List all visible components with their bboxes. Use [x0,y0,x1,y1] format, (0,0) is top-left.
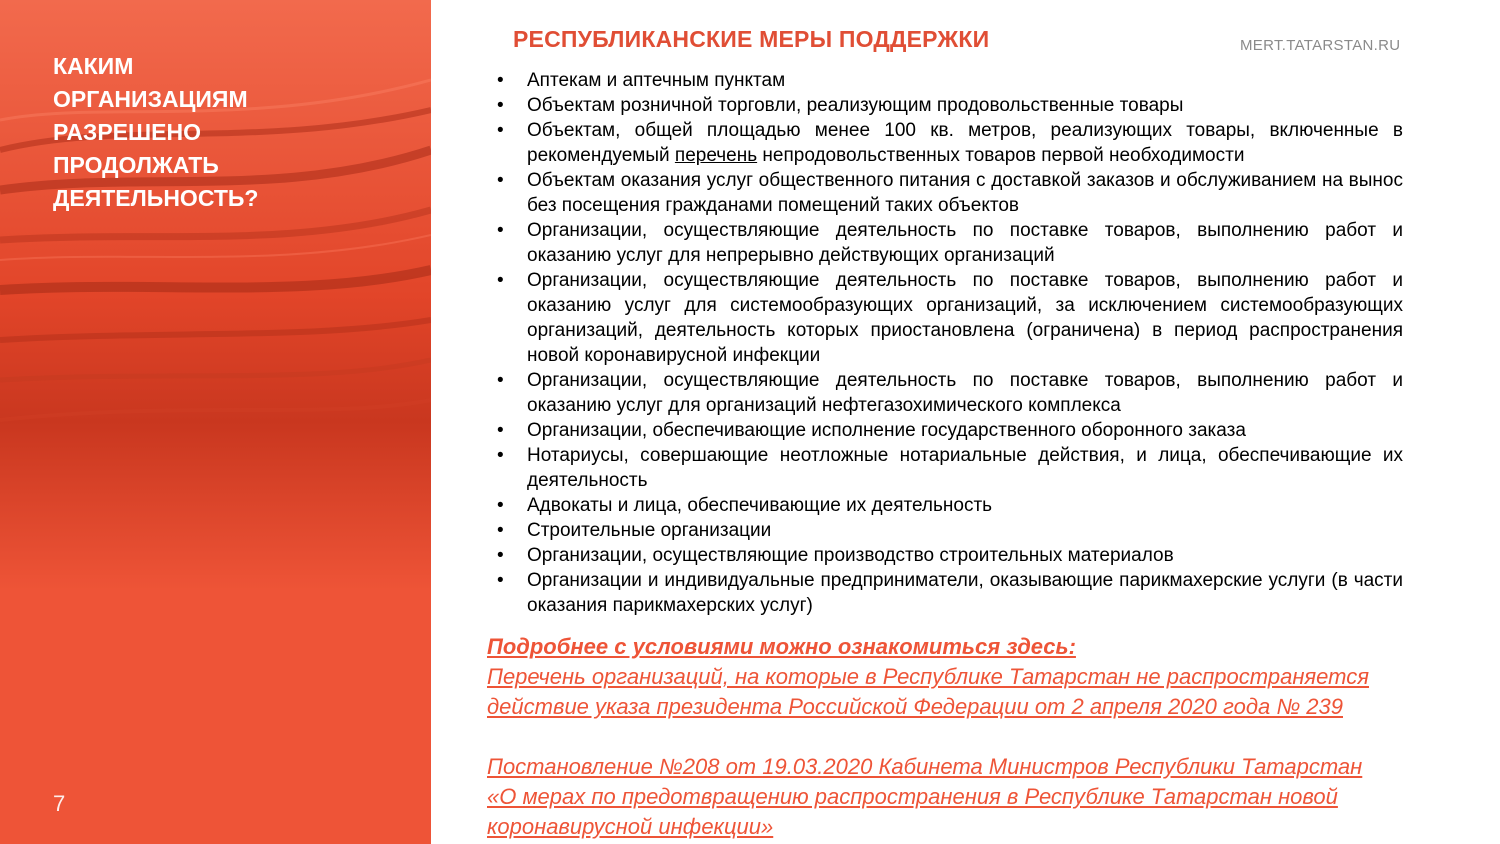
sidebar-question-line: КАКИМ [53,53,134,79]
sidebar-question [53,50,413,215]
list-item: • Организации, осуществляющие производство строительных материалов [497,543,1403,568]
resolution-link-line[interactable]: «О мерах по предотвращению распространения в Республике Татарстан новой [487,784,1338,809]
spacer [487,722,1497,752]
sidebar-question-line: ПРОДОЛЖАТЬ [53,152,219,178]
list-item: • Организации и индивидуальные предприниматели, оказывающие парикмахерские услуги (в части оказания парикмахерских услуг) [497,568,1403,618]
list-item-text: непродовольственных товаров первой необходимости [757,145,1245,166]
sidebar-question-line: РАЗРЕШЕНО [53,119,201,145]
list-item: • Организации, осуществляющие деятельность по поставке товаров, выполнению работ и оказанию услуг для непрерывно действующих организаций [497,218,1403,268]
list-item: • Строительные организации [497,518,1403,543]
links-section [487,632,1497,842]
list-item: • Объектам оказания услуг общественного питания с доставкой заказов и обслуживанием на вынос без посещения гражданами помещений таких объектов [497,168,1403,218]
left-panel [0,0,431,844]
list-item: • Организации, осуществляющие деятельность по поставке товаров, выполнению работ и оказанию услуг для системообразующих организаций, за исключением системообразующих организаций, деятельность которых приостановлена (ограничена) в период распространения новой коронавирусной инфекции [497,268,1403,368]
list-item: • Объектам розничной торговли, реализующим продовольственные товары [497,93,1403,118]
slide-title: РЕСПУБЛИКАНСКИЕ МЕРЫ ПОДДЕРЖКИ [513,26,990,52]
decree-link-line[interactable]: действие указа президента Российской Федерации от 2 апреля 2020 года № 239 [487,694,1343,719]
list-item [497,118,1403,168]
list-item: • Организации, обеспечивающие исполнение государственного оборонного заказа [497,418,1403,443]
site-url: MERT.TATARSTAN.RU [1240,37,1401,54]
list-item: • Адвокаты и лица, обеспечивающие их деятельность [497,493,1403,518]
resolution-link-line[interactable]: коронавирусной инфекции» [487,814,774,839]
goods-list-link[interactable]: перечень [674,145,758,166]
list-item: • Организации, осуществляющие деятельность по поставке товаров, выполнению работ и оказанию услуг для организаций нефтегазохимического комплекса [497,368,1403,418]
list-item: • Аптекам и аптечным пунктам [497,68,1403,93]
list-item-text: Объектам, общей площадью менее 100 кв. метров, реализующих товары, включенные в рекомендуемый [527,120,1403,166]
list-item: • Нотариусы, совершающие неотложные нотариальные действия, и лица, обеспечивающие их деятельность [497,443,1403,493]
resolution-link-line[interactable]: Постановление №208 от 19.03.2020 Кабинета Министров Республики Татарстан [487,754,1363,779]
details-heading-link[interactable]: Подробнее с условиями можно ознакомиться здесь: [487,634,1076,659]
organizations-list [497,68,1403,618]
sidebar-question-line: ДЕЯТЕЛЬНОСТЬ? [53,185,259,211]
page-number: 7 [53,791,66,816]
decree-link-line[interactable]: Перечень организаций, на которые в Республике Татарстан не распространяется [487,664,1369,689]
sidebar-question-line: ОРГАНИЗАЦИЯМ [53,86,248,112]
